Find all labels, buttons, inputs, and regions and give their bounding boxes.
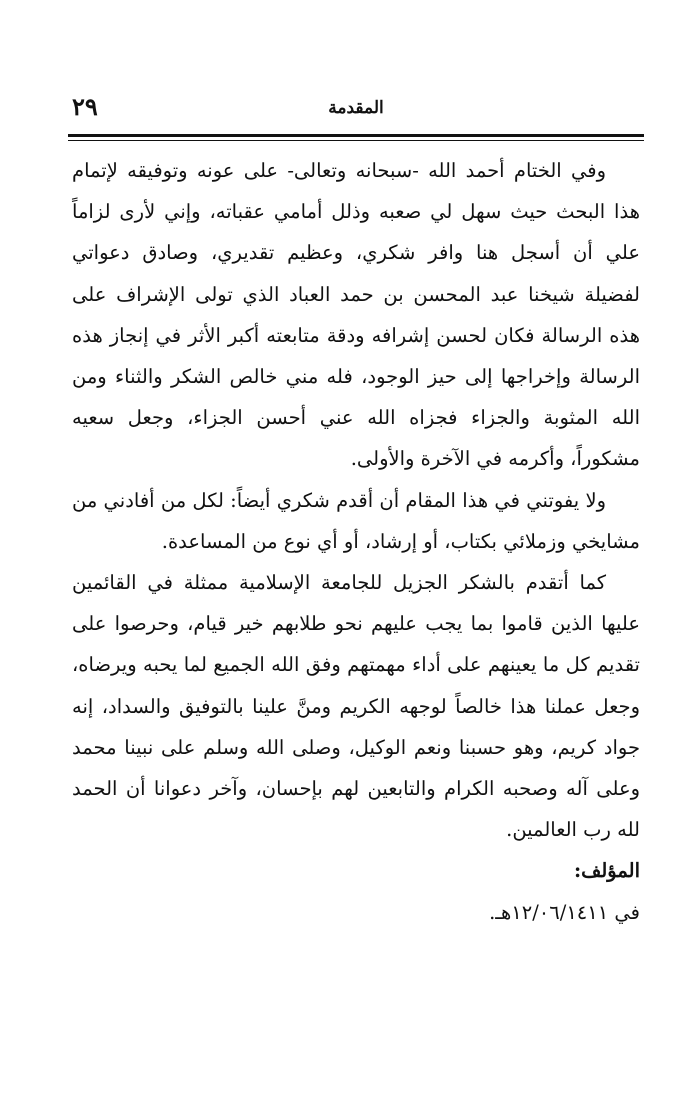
page-header [70,92,642,132]
body-text [72,150,640,933]
header-rule-thin [68,140,644,141]
signature-date: في ١٢/٠٦/١٤١١هـ. [489,900,640,924]
paragraph-thanks-teachers: ولا يفوتني في هذا المقام أن أقدم شكري أيضاً: لكل من أفادني من مشايخي وزملائي بكتاب، أو إرشاد، أو أي نوع من المساعدة. [72,488,640,553]
running-head-title: المقدمة [328,98,384,118]
paragraph-closing-thanks: وفي الختام أحمد الله -سبحانه وتعالى- على عونه وتوفيقه لإتمام هذا البحث حيث سهل لي صعبه وذلل أمامي عقباته، وإني لأرى لزاماً علي أن أسجل هنا وافر شكري، وعظيم تقديري، وصادق دعواتي لفضيلة شيخنا عبد المحسن بن حمد العباد الذي تولى الإشراف على هذه الرسالة فكان لحسن إشرافه ودقة متابعته أكبر الأثر في إنجاز هذه الرسالة وإخراجها إلى حيز الوجود، فله مني خالص الشكر والثناء ومن الله المثوبة والجزاء فجزاه الله عني أحسن الجزاء، وجعل سعيه مشكوراً، وأكرمه في الآخرة والأولى. [72,159,640,471]
paragraph-thanks-university: كما أتقدم بالشكر الجزيل للجامعة الإسلامية ممثلة في القائمين عليها الذين قاموا بما يجب عليهم نحو طلابهم خير قيام، وحرصوا على تقديم كل ما يعينهم على أداء مهمتهم وفق الله الجميع لما يحبه ويرضاه، وجعل عملنا هذا خالصاً لوجهه الكريم ومنَّ علينا بالتوفيق والسداد، إنه جواد كريم، وهو حسبنا ونعم الوكيل، وصلى الله وسلم على نبينا محمد وعلى آله وصحبه الكرام والتابعين لهم بإحسان، وآخر دعوانا أن الحمد لله رب العالمين. [72,571,640,842]
header-rule-thick [68,134,644,137]
page-number: ٢٩ [72,92,98,121]
author-label: المؤلف: [573,859,640,883]
